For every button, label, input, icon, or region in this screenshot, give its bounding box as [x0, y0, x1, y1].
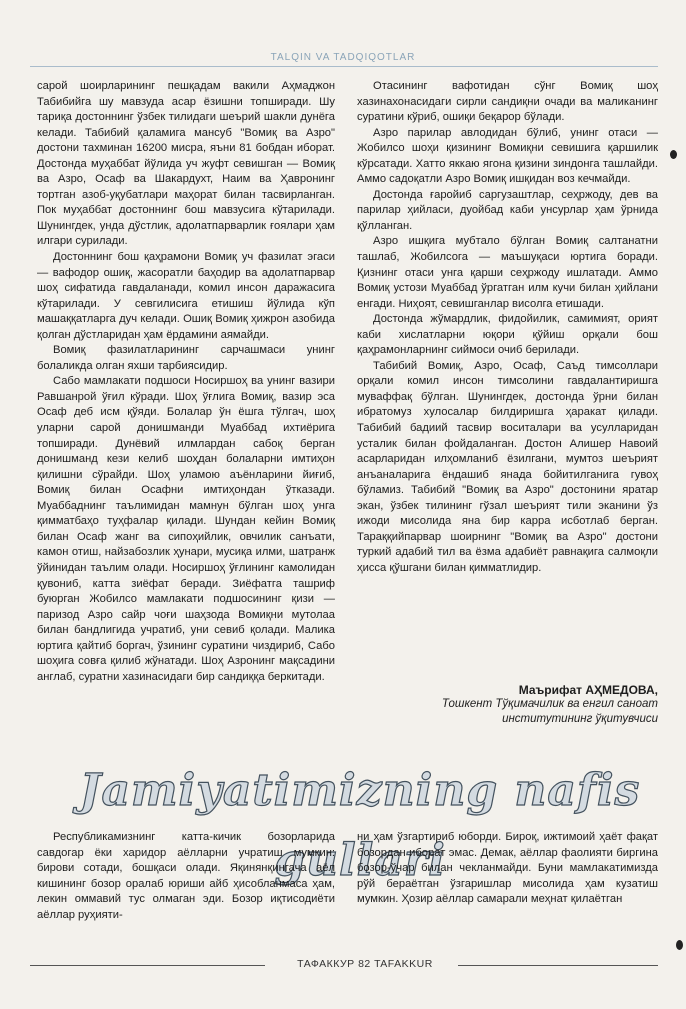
- paragraph: Достоннинг бош қаҳрамони Вомиқ уч фазилат эгаси — вафодор ошиқ, жасоратли баҳодир ва адолатпарвар шоҳ сифатида гавдаланади, комил инсон даражасига кўтарилади. У севгилисига етишиш йўлида кўп машаққатларга дуч келади. Ошиқ Вомиқ ҳижрон азобида қолган дўстларидан ҳам ёрдамини аямайди.: [37, 251, 335, 341]
- author-signature: [357, 683, 658, 727]
- paragraph: Азро ишқига мубтало бўлган Вомиқ салтанатни ташлаб, Жобилсога — маъшуқаси юртига боради. Қизнинг отаси унга қарши сеҳржоду ишлатади. Аммо Вомиқ устози Муаббад ўргатган илм кучи билан ҳийлани енгади. Ниҳоят, севишганлар висолга етишади.: [357, 235, 658, 310]
- paragraph: Достонда жўмардлик, фидойилик, самимият, орият каби хислатларни юқори қўйиш орқали бош қаҳрамонларнинг сиймоси очиб берилади.: [357, 313, 658, 357]
- article-title-banner: Jamiyatimizning nafis gullari: [79, 765, 641, 886]
- paragraph: Сабо мамлакати подшоси Носиршоҳ ва унинг вазири Равшанрой ўғил кўради. Шоҳ ўғлига Вомиқ, вазир эса Осаф деб исм қўяди. Болалар ўн ёшга тўлгач, шоҳ уларни сарой донишманди Муаббад ихтиёрига топширади. Дунёвий илмлардан сабоқ берган донишманд кези келиб шоҳдан болаларни имтиҳон қилишни сўрайди. Шоҳ уламою аъёнларини йиғиб, Вомиқ билан Осафни имтиҳондан ўтказади. Муаббаднинг таълимидан мамнун бўлган шоҳ унга қимматбаҳо туҳфалар қилади. Шундан кейин Вомиқ билан Осаф жанг ва сипоҳийлик, овчилик санъати, камон отиш, найзабозлик ҳунари, мусиқа илми, шатранж ўйинидан таълим олади. Носиршоҳ ўғлининг камолидан қувониб, катта зиёфат беради. Зиёфатга ташриф буюрган Жобилсо мамлакати подшосининг қизи — паризод Азро сайр чоғи шаҳзода Вомиқни мутолаа билан бандлигида учратиб, уни севиб қолади. Малика юртига қайтиб боргач, ўзининг суратини чиздириб, Сабо шоҳига совға қилиб жўнатади. Шоҳ Азронинг мақсадини англаб, суратни хазинасидаги бир сандиққа беркитади.: [37, 375, 335, 683]
- page-footer: [30, 958, 658, 974]
- binder-hole-mark: [676, 940, 683, 950]
- article-column-right-bottom: [357, 830, 658, 908]
- author-role-line: Тошкент Тўқимачилик ва енгил саноат: [441, 698, 658, 710]
- footer-rule: [458, 965, 658, 966]
- author-role-line: институтининг ўқитувчиси: [502, 713, 658, 725]
- author-name: Маърифат АҲМЕДОВА,: [518, 683, 658, 697]
- footer-rule: [30, 965, 265, 966]
- paragraph: сарой шоирларининг пешқадам вакили Аҳмаджон Табибийга шу мавзуда асар ёзишни топширади. Шу тариқа достоннинг ўзбек тилидаги шеърий шакли дунёга келади. Табибий қаламига мансуб "Вомиқ ва Азро" достони тахминан 16200 мисра, яъни 81 бобдан иборат. Достонда муҳаббат йўлида уч жуфт севишган — Вомиқ ва Азро, Осаф ва Шакардухт, Наим ва Ҳавронинг тортган азоб-уқубатлари маҳорат билан тасвирланган. Пок муҳаббат достоннинг бош мавзусига кўтарилади. Шунингдек, унда дўстлик, адолатпарварлик ғоялари ҳам илгари сурилади.: [37, 80, 335, 248]
- paragraph: Отасининг вафотидан сўнг Вомиқ шоҳ хазинахонасидаги сирли сандиқни очади ва маликанинг суратини кўриб, ошиқи беқарор бўлади.: [357, 80, 658, 124]
- paragraph: Республикамизнинг катта-кичик бозорларида савдогар ёки харидор аёлларни учратиш мумкин: бирови сотади, бошқаси олади. Яқинянқингача аёл кишининг бозор оралаб юриши айб ҳисобланмаса ҳам, лекин оммавий тус олмаган эди. Бозор иқтисодиёти аёллар руҳияти-: [37, 831, 335, 921]
- article-column-left-bottom: [37, 830, 335, 923]
- paragraph: Вомиқ фазилатларининг сарчашмаси унинг болаликда олган яхши тарбиясидир.: [37, 344, 335, 372]
- footer-page-number: ТАФАККУР 82 TAFAKKUR: [297, 958, 433, 970]
- article-column-left: [37, 79, 335, 685]
- header-rule: [30, 66, 658, 67]
- binder-hole-mark: [670, 150, 677, 159]
- paragraph: Азро парилар авлодидан бўлиб, унинг отаси — Жобилсо шоҳи қизининг Вомиқни севишига қаршилик кўрсатади. Хатто яккаю ягона қизини зиндонга ташлайди. Аммо садоқатли Азро Вомиқ ишқидан воз кечмайди.: [357, 126, 658, 186]
- section-header: TALQIN VA TADQIQOTLAR: [270, 52, 416, 63]
- paragraph: Табибий Вомиқ, Азро, Осаф, Саъд тимсоллари орқали комил инсон тимсолини гавдалантиришга муваффақ бўлган. Шунингдек, достонда ўрни билан ибратомуз хулосалар билдиришга ҳаракат қилади. Табибий бадиий тасвир воситалари ва усулларидан усталик билан фойдаланган. Достон Алишер Навоий асарларидан илҳомланиб ёзилгани, мумтоз шеърият анъаналарига ёндашиб янада бойитилганига гувоҳ бўламиз. Табибий "Вомиқ ва Азро" достонини яратар экан, ўзбек тилининг гўзал шеърият тили эканини ўз ижоди мисолида яна бир карра исботлаб берган. Тараққийпарвар шоирнинг "Вомиқ ва Азро" достони туркий адабий тил ва ёзма адабиёт равнақига салмоқли ҳисса қўшгани билан қимматлидир.: [357, 359, 658, 574]
- article-column-right: [357, 79, 658, 577]
- paragraph: ни ҳам ўзгартириб юборди. Бироқ, ижтимоий ҳаёт фақат бозордан иборат эмас. Демак, аёллар фаолияти биргина бозор-ўчар билан чекланмайди. Буни мамлакатимизда рўй бераётган ўзгаришлар мисолида ҳам кузатиш мумкин. Ҳозир аёллар самарали меҳнат қилаётган: [357, 831, 658, 906]
- paragraph: Достонда ғаройиб саргузаштлар, сеҳржоду, дев ва парилар ҳийласи, дуойбад каби унсурлар ҳам ўрнида қўлланган.: [357, 188, 658, 232]
